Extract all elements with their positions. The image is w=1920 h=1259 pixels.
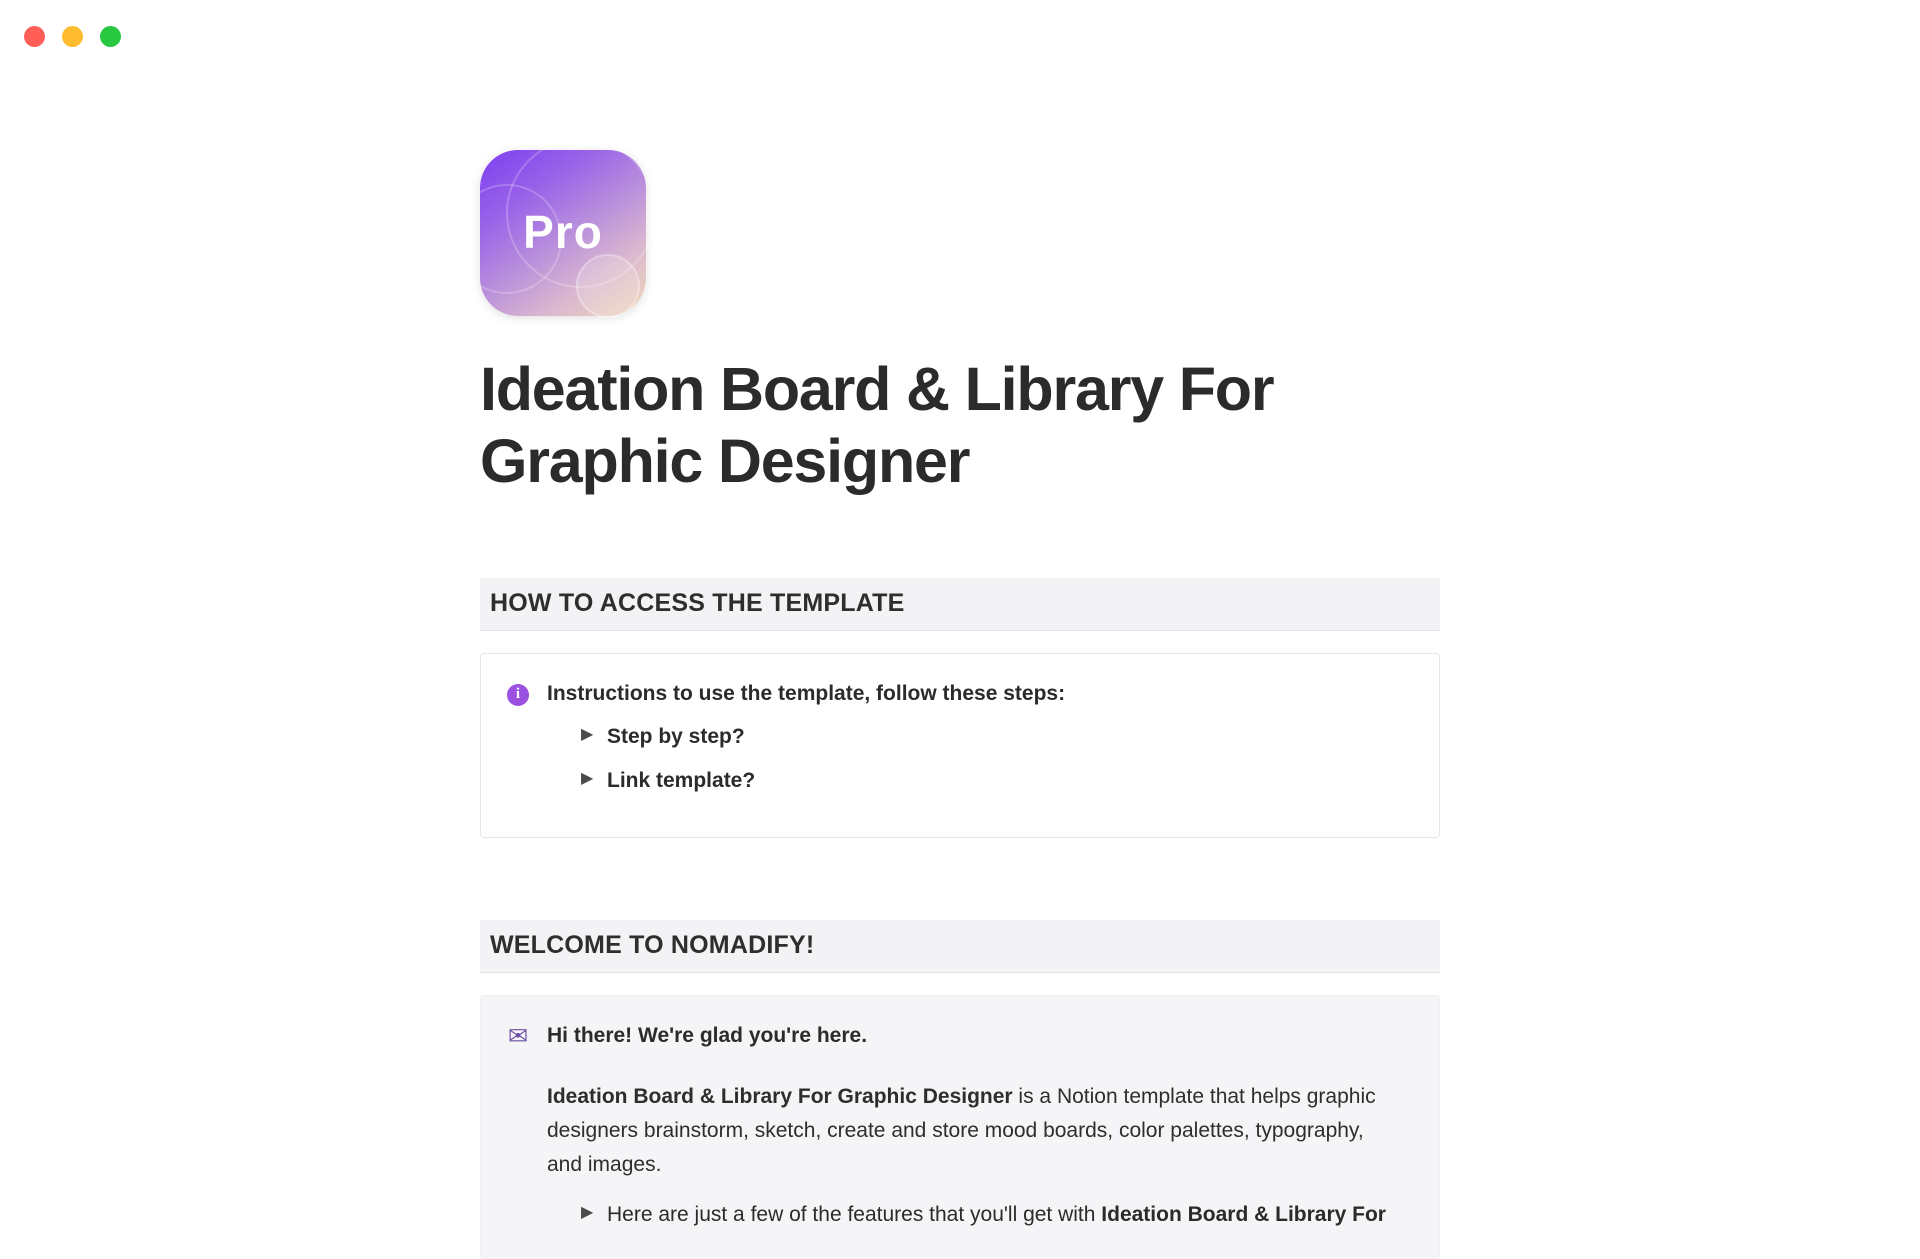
toggle-features[interactable] <box>547 1200 1415 1229</box>
callout-welcome-body <box>547 1022 1415 1230</box>
traffic-light-group <box>24 26 121 47</box>
envelope-icon <box>505 1024 531 1050</box>
callout-welcome <box>480 995 1440 1259</box>
chevron-right-icon[interactable]: ▶ <box>581 726 594 744</box>
chevron-right-icon[interactable]: ▶ <box>581 769 594 787</box>
icon-ring-small <box>576 254 640 318</box>
welcome-paragraph <box>547 1080 1402 1182</box>
welcome-paragraph-bold: Ideation Board & Library For Graphic Designer <box>547 1085 1013 1109</box>
callout-instructions-title: Instructions to use the template, follow these steps: <box>547 681 1066 705</box>
info-icon-glyph: i <box>507 684 529 706</box>
close-window-button[interactable] <box>24 26 45 47</box>
zoom-window-button[interactable] <box>100 26 121 47</box>
info-icon <box>505 682 531 708</box>
toggle-features-prefix: Here are just a few of the features that you'll get with <box>607 1203 1102 1227</box>
window-titlebar <box>0 0 1920 72</box>
page-cover-icon[interactable] <box>480 150 646 316</box>
toggle-link-template-label: Link template? <box>607 768 756 792</box>
toggle-link-template[interactable] <box>581 766 1415 795</box>
envelope-icon-glyph: ✉ <box>507 1023 529 1051</box>
minimize-window-button[interactable] <box>62 26 83 47</box>
toggle-features-label <box>607 1200 1386 1229</box>
callout-welcome-title: Hi there! We're glad you're here. <box>547 1024 868 1048</box>
toggle-step-by-step-label: Step by step? <box>607 725 745 749</box>
callout-instructions-body <box>547 680 1415 809</box>
page-title[interactable]: Ideation Board & Library For Graphic Designer <box>480 355 1274 495</box>
instruction-toggle-list <box>547 722 1415 795</box>
chevron-right-icon[interactable]: ▶ <box>581 1204 594 1222</box>
section-heading-how-to-access: HOW TO ACCESS THE TEMPLATE <box>480 578 1440 631</box>
section-heading-welcome: WELCOME TO NOMADIFY! <box>480 920 1440 973</box>
document-page <box>0 72 1920 1227</box>
toggle-features-bold: Ideation Board & Library For <box>1101 1203 1386 1227</box>
welcome-paragraph-rest: is a Notion template that helps graphic designers brainstorm, sketch, create and store mood boards, color palettes, typography, and images. <box>547 1085 1376 1177</box>
toggle-step-by-step[interactable] <box>581 722 1415 751</box>
callout-instructions <box>480 653 1440 838</box>
page-icon-label: Pro <box>523 205 603 258</box>
document-content <box>480 72 1440 1259</box>
